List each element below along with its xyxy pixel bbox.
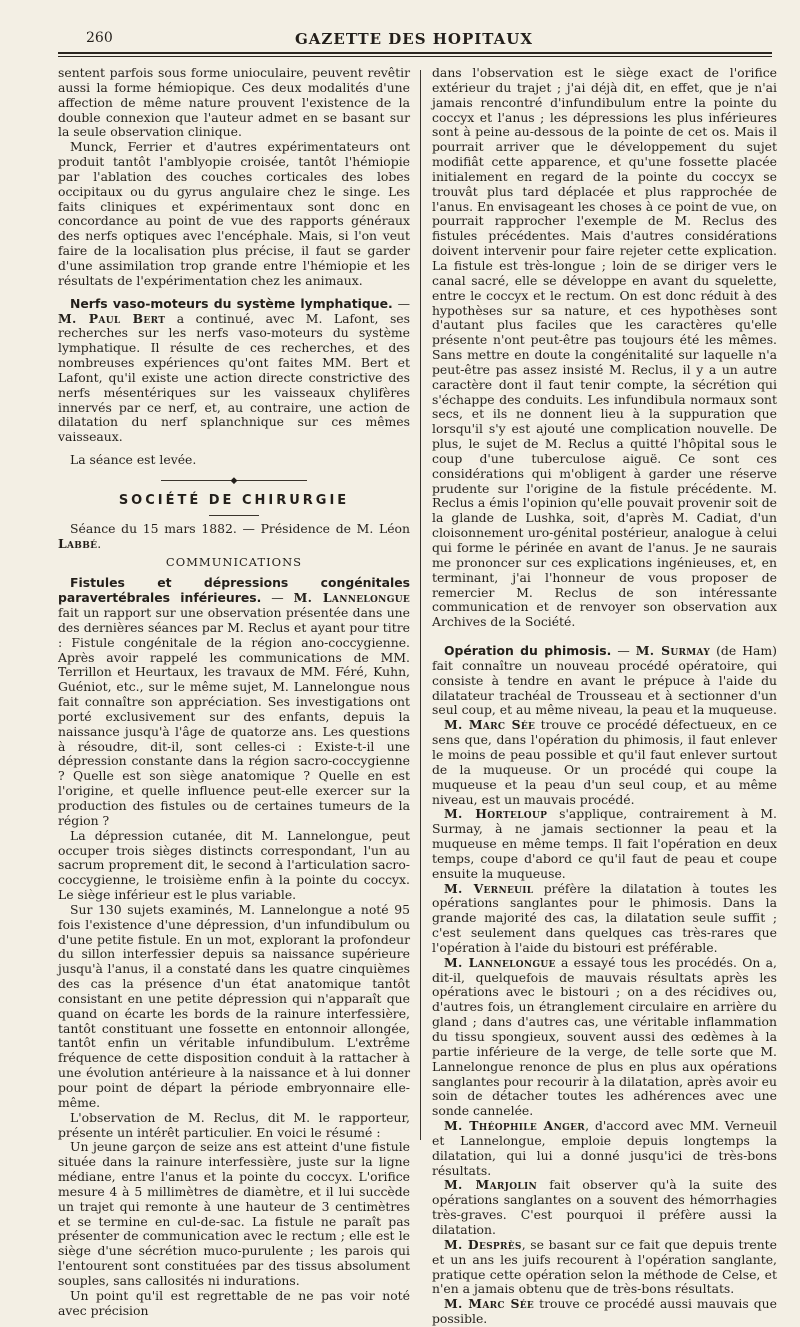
- speaker-name: M. Marjolin: [444, 1177, 537, 1193]
- speaker-name: M. Paul Bert: [58, 310, 166, 326]
- article-text: (de Ham) fait connaître un nouveau procédé opératoire, qui consiste à tendre en avant le prépuce à l'aide du dilatateur trachéal de Trousseau et à sectionner d'un seul coup, et au même niveau, la peau et la muqueuse.: [432, 643, 777, 718]
- speaker-name: M. Marc Sée: [444, 717, 536, 733]
- paragraph: [432, 1297, 777, 1327]
- running-head: [58, 26, 770, 52]
- paragraph: Sur 130 sujets examinés, M. Lannelongue a noté 95 fois l'existence d'une dépression, d'un infundibulum ou d'une petite fistule. En un mot, explorant la profondeur du sillon interfessier depuis sa naissance supérieure jusqu'à l'anus, il a constaté dans les quatre cinquièmes des cas la présence d'un état anatomique tantôt consistant en une petite dépression qui n'apparaît que quand on écarte les bords de la rainure interfessière, tantôt constituant une fossette en entonnoir allongée, tantôt enfin un véritable infundibulum. L'extrême fréquence de cette disposition conduit à la rattacher à une évolution antérieure à la naissance et à lui donner pour point de départ la période embryonnaire elle-même.: [58, 901, 410, 1110]
- speaker-name: M. Théophile Anger: [444, 1118, 586, 1134]
- article-text: trouve ce procédé défectueux, en ce sens que, dans l'opération du phimosis, il faut enlever le moins de peau possible et qu'il faut enlever surtout de la muqueuse. Or un procédé qui coupe la muqueuse et la peau d'un seul coup, et au même niveau, est un mauvais procédé.: [432, 717, 777, 807]
- paragraph: L'observation de M. Reclus, dit M. le rapporteur, présente un intérêt particulier. En voici le résumé :: [58, 1109, 410, 1140]
- section-heading: Opération du phimosis.: [444, 643, 612, 659]
- paragraph: [432, 882, 777, 956]
- article-text: fait un rapport sur une observation présentée dans une des dernières séances par M. Reclus et ayant pour titre : Fistule congénitale de la région ano-coccygienne. Après avoir rappelé les communications de MM. Terrillon et Heurtaux, les travaux de MM. Féré, Kuhn, Guéniot, etc., sur le même sujet, M. Lannelongue nous fait connaître son appréciation. Ses investigations ont porté exclusivement sur des enfants, depuis la naissance jusqu'à l'âge de quatorze ans. Les questions à résoudre, dit-il, sont celles-ci : Existe-t-il une dépression constante dans la région sacro-coccygienne ? Quelle est son siège anatomique ? Quelle en est l'origine, et quelle influence peut-elle exercer sur la production des fistules ou de certaines tumeurs de la région ?: [58, 605, 410, 828]
- short-rule: [209, 515, 259, 516]
- paragraph: Munck, Ferrier et d'autres expérimentateurs ont produit tantôt l'amblyopie croisée, tantôt l'hémiopie par l'ablation des couches corticales des lobes occipitaux ou du gyrus angulaire chez le singe. Les faits cliniques et expérimentaux sont donc en concordance au point de vue des rapports généraux des nerfs optiques avec l'encéphale. Mais, si l'on veut faire de la localisation plus précise, il faut se garder d'une assimilation trop grande entre l'hémiopie et les résultats de l'expérimentation chez les animaux.: [58, 139, 410, 288]
- article-text: fait observer qu'à la suite des opérations sanglantes on a souvent des hémorrhagies très-graves. C'est pourquoi il préfère aussi la dilatation.: [432, 1177, 777, 1237]
- article-fistules: [58, 576, 410, 828]
- speaker-name: M. Marc Sée: [444, 1296, 535, 1312]
- session-date-text: Séance du 15 mars 1882. — Présidence de M. Léon: [70, 520, 410, 536]
- article-text: trouve ce procédé aussi mauvais que possible.: [432, 1296, 777, 1327]
- article-text: a essayé tous les procédés. On a, dit-il, quelquefois de mauvais résultats après les opérations avec le bistouri ; on a des récidives ou, d'autres fois, un étranglement circulaire en arrière du gland ; dans d'autres cas, une véritable inflammation du tissu spongieux, souvent aussi des œdèmes à la partie inférieure de la verge, de telle sorte que M. Lannelongue renonce de plus en plus aux opérations sanglantes pour recourir à la dilatation, après avoir eu soin de détacher toutes les adhérences avec une sonde cannelée.: [432, 954, 777, 1119]
- speaker-name: M. Verneuil: [444, 880, 534, 896]
- article-text: a continué, avec M. Lafont, ses recherches sur les nerfs vaso-moteurs du système lymphatique. Il résulte de ces recherches, et des nombreuses expériences qu'ont faites MM. Bert et Lafont, qu'il existe une action directe constrictive des nerfs mésentériques sur les vaisseaux chylifères innervés par ce nerf, et, au contraire, une action de dilatation du nerf splanchnique sur ces mêmes vaisseaux.: [58, 310, 410, 445]
- paragraph: [432, 956, 777, 1119]
- article-vaso-moteurs: [58, 297, 410, 445]
- speaker-name: M. Desprès: [444, 1236, 522, 1252]
- paragraph: Un jeune garçon de seize ans est atteint d'une fistule située dans la rainure interfessière, juste sur la ligne médiane, entre l'anus et la pointe du coccyx. L'orifice mesure 4 à 5 millimètres de diamètre, et il lui succède un trajet qui remonte à une hauteur de 3 centimètres et se termine en cul-de-sac. La fistule ne paraît pas présenter de communication avec le rectum ; elle est le siège d'une sécrétion muco-purulente ; les parois qui l'entourent sont constituées par des tissus absolument souples, sans callosités ni indurations.: [58, 1139, 410, 1288]
- president-name: Labbé: [58, 535, 98, 551]
- dash: —: [611, 643, 636, 659]
- header-rule-thin: [58, 56, 772, 57]
- paragraph: [432, 1238, 777, 1297]
- session-date: [58, 522, 410, 552]
- paragraph: [432, 1178, 777, 1237]
- article-text: , se basant sur ce fait que depuis trente et un ans les juifs recourent à l'opération sanglante, pratique cette opération selon la méthode de Celse, et n'en a jamais obtenu que de très-bons résultats.: [432, 1236, 777, 1297]
- article-text: , d'accord avec MM. Verneuil et Lannelongue, emploie depuis longtemps la dilatation, qui lui a donné jusqu'ici de très-bons résultats.: [432, 1118, 778, 1178]
- speaker-name: M. Lannelongue: [293, 590, 411, 606]
- speaker-name: M. Horteloup: [444, 806, 548, 822]
- left-column: [58, 66, 410, 1319]
- session-closed: La séance est levée.: [70, 452, 197, 468]
- period: .: [97, 535, 102, 551]
- paragraph: [432, 1119, 777, 1178]
- article-text: préfère la dilatation à toutes les opérations sanglantes pour le phimosis. Dans la grande majorité des cas, la dilatation seule suffit ; c'est seulement dans quelques cas très-rares que l'opération à l'aide du bistouri est préférable.: [432, 880, 777, 955]
- section-heading: Nerfs vaso-moteurs du système lymphatique.: [70, 295, 393, 311]
- paragraph: dans l'observation est le siège exact de l'orifice extérieur du trajet ; j'ai déjà dit, en effet, que je n'ai jamais rencontré d'infundibulum entre la pointe du coccyx et l'anus ; les dépressions les plus inférieures sont à peine au-dessous de la pointe de cet os. Mais il pourrait arriver que le développement du sujet modifiât cette apparence, et qu'une fossette placée initialement en regard de la pointe du coccyx se trouvât plus tard déplacée et plus rapprochée de l'anus. En envisageant les choses à ce point de vue, on pourrait rapprocher l'exemple de M. Reclus des fistules précédentes. Mais d'autres considérations doivent intervenir pour faire rejeter cette explication. La fistule est très-longue ; loin de se diriger vers le canal sacré, elle se développe en avant du squelette, entre le coccyx et le rectum. On est donc réduit à des hypothèses sur sa nature, et ces hypothèses sont d'autant plus faciles que les caractères qu'elle présente n'ont peut-être pas toujours été les mêmes. Sans mettre en doute la congénitalité sur laquelle n'a peut-être pas assez insisté M. Reclus, il y a un autre caractère dont il faut tenir compte, la sécrétion qui s'échappe des conduits. Les infundibula normaux sont secs, et ils ne donnent lieu à la suppuration que lorsqu'il s'y est ajouté une complication nouvelle. De plus, le sujet de M. Reclus a quitté l'hôpital sous le coup d'une tuberculose aiguë. Ce sont ces considérations qui m'obligent à garder une réserve prudente sur l'origine de la fistule précédente. M. Reclus a émis l'opinion qu'elle pouvait provenir soit de la glande de Lushka, soit, d'après M. Cadiat, d'un cloisonnement uro-génital postérieur, analogue à celui qui forme le périnée en avant de l'anus. Je ne saurais me prononcer sur ces explications ingénieuses, et, en terminant, j'ai l'honneur de vous proposer de remercier M. Reclus de son intéressante communication et de renvoyer son observation aux Archives de la Société.: [432, 65, 777, 630]
- speaker-name: M. Lannelongue: [444, 954, 556, 970]
- dash: —: [392, 295, 410, 311]
- society-title: SOCIÉTÉ DE CHIRURGIE: [118, 492, 350, 508]
- article-phimosis: [432, 644, 777, 718]
- section-heading: Fistules et dépressions congénitales paravertébrales inférieures.: [58, 575, 410, 606]
- communications-heading: COMMUNICATIONS: [165, 555, 303, 570]
- page-number: 260: [86, 30, 113, 46]
- article-text: s'applique, contrairement à M. Surmay, à ne jamais sectionner la peau et la muqueuse en même temps. Il fait l'opération en deux temps, coupe d'abord ce qu'il faut de peau et coupe ensuite la muqueuse.: [432, 806, 777, 881]
- page-title: GAZETTE DES HOPITAUX: [294, 30, 533, 48]
- right-column: [432, 66, 777, 1327]
- paragraph: [432, 807, 777, 881]
- paragraph: Un point qu'il est regrettable de ne pas voir noté avec précision: [58, 1287, 410, 1318]
- dash: —: [261, 590, 294, 606]
- speaker-name: M. Surmay: [635, 643, 711, 659]
- paragraph: [432, 718, 777, 807]
- column-divider: [420, 70, 421, 1140]
- ornamental-rule: ◆: [149, 478, 319, 484]
- paragraph: La dépression cutanée, dit M. Lannelongue, peut occuper trois sièges distincts correspondant, l'un au sacrum proprement dit, le second à l'articulation sacro-coccygienne, le troisième enfin à la pointe du coccyx. Le siège inférieur est le plus variable.: [58, 827, 410, 903]
- header-rule-thick: [58, 52, 772, 54]
- paragraph: sentent parfois sous forme unioculaire, peuvent revêtir aussi la forme hémiopique. Ces deux modalités d'une affection de même nature prouvent l'existence de la double connexion que l'auteur admet en se basant sur la seule observation clinique.: [58, 65, 410, 140]
